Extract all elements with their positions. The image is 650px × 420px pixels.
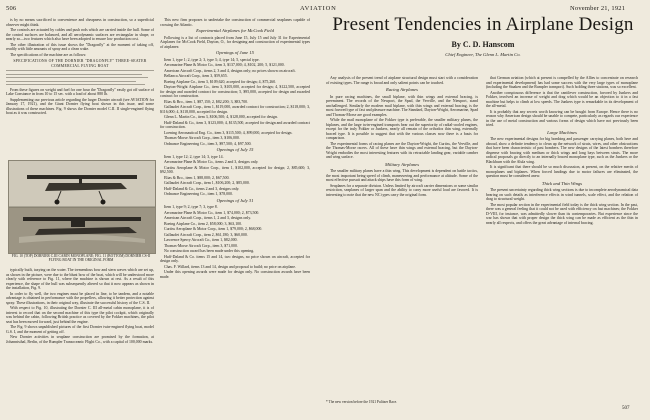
paragraph: While the mail monoplane of the Fokker type is preferable, the smaller military planes, the biplanes, and the large twin-engined transports bear out the superiority of radial-cooled engines, except for the truly Fokker or Junkers, nearly all remain of the orthodox thin wing, externally braced type. It is possible to suggest that with the various classes now there is a basis for comparison. bbox=[326, 118, 478, 140]
paragraph: The most popular section in the experimental field today is the thick wing section. In the past, there was a general feeling that it could not be used with efficiency on fast machines; the Fokker D-VIII, for instance, was admittedly slower than its contemporaries. But experience since the war has shown that with proper design the thick wing can be made as efficient as the thin in nearly all respects, and offers the great advantage of internal bracing. bbox=[486, 202, 638, 225]
contract-line: Ordnance Engineering Co., item 3, $97,500; 4, $97,500. bbox=[164, 141, 252, 146]
contract-line: Thomas-Morse Aircraft Corp., item 3, $71,000. bbox=[164, 243, 238, 248]
contract-line: Gallaudet Aircraft Corp., item 1, $119,000, awarded contract for construction; 2, $118,000; 3, $116,000; 4, $118,000, accepted for design. bbox=[160, 105, 310, 114]
paragraph: The present uncertainty regarding thick wing sections is due to incomplete aerodynamical data bearing on such details as interference effects in wind tunnels, scale effect, and the relation of drag to structural weight. bbox=[486, 188, 638, 201]
contract-line: Loening Aeronautical Eng. Co., item 3, $115,500; 4, $99,000, accepted for design. bbox=[164, 130, 293, 135]
paragraph: Chas. F. Willard, items 13 and 14, design and proposal to build; no price on airplane. bbox=[164, 264, 296, 269]
paragraph: This new firm proposes to undertake the construction of commercial seaplanes capable of crossing the Atlantic. bbox=[160, 18, 310, 27]
contract-line: Curtiss Aeroplane & Motor Corp., item 1, $102,000, accepted for design; 2, $85,600; 3, $92,500. bbox=[160, 165, 310, 174]
paragraph: The controls are actuated by cables and push rods which are carried inside the hull. Some of the control surfaces are balanced, and all aerodynamic surfaces are rectangular in shape, or nearly so—two features which also have been adopted to ensure low production cost. bbox=[6, 28, 154, 41]
section-heading: Large Machines bbox=[547, 129, 577, 135]
contract-line: Aeromarine Plane & Motor Co., items 2 and 3, designs only. bbox=[164, 160, 259, 164]
column-1-lower bbox=[6, 268, 154, 414]
contract-line: Glenn L. Martin Co., item 3, $106,500; 4, $128,000, accepted for design. bbox=[164, 115, 278, 119]
paragraph: In order to fly well, the two engines must be placed in line, to be tandem, and a notable advantage is obtained in performance with the propellers, allowing it better protection against spray. These illustrations, in their original way, illustrate the successful history of the C.S. II. bbox=[6, 291, 154, 305]
contract-line: Huff-Daland & Co., items 2 and 3, designs only. bbox=[164, 186, 240, 191]
article-title: Present Tendencies in Airplane Design bbox=[332, 14, 634, 35]
footnote: * The new version before the 1921 Pulitzer Race. bbox=[326, 400, 398, 404]
specification-heading: SPECIFICATIONS OF THE DORNIER "DRAGONFLY" THREE-SEATER COMMERCIAL FLYING BOAT bbox=[13, 59, 147, 68]
lead-paragraph: Any analysis of the present trend of airplane structural design must start with a consideration of existing types. The range is broad and only salient points can be touched. bbox=[326, 76, 478, 85]
article-byline: By C. D. Hanscom bbox=[451, 40, 515, 49]
section-heading: Military Airplanes bbox=[385, 161, 419, 167]
paragraph: The Fig. 9 shows unpublished pictures of the first Dornier twin-engined flying boat, model G.S. I, and the moment of getting off. bbox=[6, 325, 154, 334]
issue-date: November 21, 1921 bbox=[570, 5, 626, 12]
contract-line: American Aircraft Corp., items 2, 3 and 4, designs only; no prices shown on aircraft. bbox=[164, 68, 296, 73]
paragraph: It is significant that there should be so much discussion, at present, on the relative merits of monoplanes and biplanes. When forced landings due to motor failures are eliminated, the question must be considered anew. bbox=[486, 165, 638, 178]
paragraph: Huff-Daland & Co. items 15 and 14, two designs, no price shown on aircraft, accepted for design only. bbox=[160, 254, 310, 263]
contract-line: Boeing Airplane Co., item 2, $58,000; 3, $63,100. bbox=[164, 221, 243, 226]
paragraph: The experimental forms of racing planes are the Dayton-Wright, the Curtiss, the Verville, and the Thomas-Morse racers. All of these have thin wings and external bracing, but the Dayton-Wright embodies the most interesting features with its retractable landing gear, variable camber and wing surface. bbox=[326, 141, 478, 159]
paragraph: Supplementing our previous article regarding the larger Dornier aircraft (see AVIATION for January 17, 1921), and the Giant Dornier flying boat shown in this issue, and some illustrations of these machines. Fig. 9 shows the Dornier model C.II. II single-engined flying boat as it was constructed. bbox=[6, 97, 154, 116]
opening-heading: Openings of June 15 bbox=[216, 50, 254, 55]
contract-line: Gallaudet Aircraft Corp., item 2, $61,180; 3, $60,000. bbox=[164, 232, 248, 237]
right-page-number: 507 bbox=[622, 406, 630, 411]
paragraph: In pure racing machines, the small biplane, with thin wings and external bracing, is preeminent. The records of the Newport, the Spad, the Verville, and the Nieuport, stand unchallenged. Similarly the modern mail biplane, with thin wings and external bracing, is the most favored type of fast and pleasure machine. The Standard, Dayton-Wright, Aeromarine, Spad and Thomas-Morse are good examples. bbox=[326, 94, 478, 117]
paragraph: It is probably that any secrets worth knowing can be bought from Europe. Hence there is no reason why American design should be unable to compete, particularly as regards our experience in the use of metal construction and various forms of design which have not previously been tried. bbox=[486, 109, 638, 127]
section-heading: Thick and Thin Wings bbox=[541, 180, 583, 186]
paragraph: The smaller military planes have a thin wing. This development is dependent on battle tactics, the most important being speed of climb, maneuvering and performance at altitude. Some of the most effective pursuit and attack ships have this form of wing. bbox=[326, 169, 478, 182]
contract-line: Item 1, type 9; 2, type 7; 3, type 8. bbox=[164, 205, 218, 209]
paragraph: typically built, taxying on the water. The tremendous bow and stern waves which are set up, as shown in the picture, were due to the blunt bow of the boat, which will be understood more clearly with reference to Fig. 11, where the machine is shown at rest. As a result of this experience, the shape of the hull was subsequently altered so that it now appears as shown in the installation, Fig. 9. bbox=[6, 268, 154, 290]
contract-line: Ordnance Engineering Co., item 1, $78,000. bbox=[164, 192, 233, 196]
opening-heading: Openings of July 31 bbox=[216, 197, 254, 203]
figure-caption: FIG. 10 (TOP) DORNIER C.III CABIN MONOPLANE; FIG. 11 (BOTTOM) DORNIER CS-II FLYING BOAT IN THE ORIGINAL FORM bbox=[11, 254, 151, 263]
column-3 bbox=[326, 76, 478, 414]
contract-line: Lawrence Sperry Aircraft Co., item 1, $82,000. bbox=[164, 238, 238, 242]
paragraph: With respect to Fig. 10, illustrating the Dornier C. III all-metal cabin monoplane, it is of interest to record that on the second machine of this type the pilot cockpit, which originally was behind the cabin, following British practice as covered by the Fokker machines, the pilot seat has been moved forward, just behind the engine. bbox=[6, 306, 154, 324]
contract-line: Boeing Airplane Co., item 3, $109,620, accepted for design; 4, $75,260. bbox=[164, 79, 277, 84]
paragraph: New Dornier activities in seaplane construction are promised by the formation, at Johannisthal, Berlin, of the Rumpler Transoceanic Flight Co., with a capital of 100,000 marks. bbox=[6, 335, 154, 344]
left-page-number: 506 bbox=[6, 5, 17, 12]
paragraph: Seaplanes for a separate division. Unless limited by aircraft carrier dimensions or some similar restriction, seaplanes of larger span and the ability to carry more useful load are favored. It is interesting to note that the new NC types carry the original form. bbox=[326, 183, 478, 197]
contract-line: Elias & Bro., item 1, $87,150; 2, $82,200; 3, $83,700. bbox=[164, 99, 249, 104]
contract-line: Bellanca Aircraft Corp., item 3, $59,655. bbox=[164, 74, 228, 78]
section-title: Experimental Airplanes for McCook Field bbox=[196, 28, 274, 33]
contract-line: Dayton-Wright Airplane Co., item 3, $105,000, accepted for design; 4, $122,500, accepted for design and awarded contract for construction; 5, $95,000, accepted for design and awarded contract for construction. bbox=[160, 85, 310, 98]
contract-line: Item 1, type 1; 2, type 2; 3, type 3; 4, type 14; 5, special type. bbox=[164, 57, 260, 62]
paragraph: that German aviation (which at present is compelled by the Allies to concentrate on research and experimental development) has had some success with the very large types of monoplane (including the Staaken and the Rumpler transport). Such holding three stations, was so excellent. bbox=[486, 76, 638, 89]
paragraph: The new experimental designs for big bombing and passenger carrying planes, both here and abroad, show a definite tendency to clean up the network of struts, wires, and other obstructions that have been characteristic of past bombers. The new designs of the latest bombers therefore dispense with bracing with medium or thick wings and long bays between struts. The more radical proposals go directly to an internally braced monoplane type, such as the Junkers or the Blackburn with the Alula wing. bbox=[486, 137, 638, 164]
opening-heading: Openings of July 15 bbox=[216, 147, 254, 152]
column-2 bbox=[160, 18, 310, 414]
contract-line: Thomas-Morse Aircraft Corp., item 3, $106,000. bbox=[164, 136, 240, 140]
paragraph: The specifications of the machine are as follows: bbox=[10, 52, 87, 57]
section-heading: Racing Airplanes bbox=[386, 87, 418, 92]
contract-line: Aeromarine Plane & Motor Co., item 3, $137,000; 4, $102, 200; 5, $121,000. bbox=[164, 63, 285, 67]
paragraph: is by no means sacrificed to convenience and cheapness in construction, so a superficial observer might think. bbox=[6, 18, 154, 27]
paragraph: From these figures on weight and fuel for one hour the "Dragonfly" easily got off surface of Lake Constance in from 10 to 15 sec. with a load of about 880 lb. bbox=[6, 87, 154, 97]
contract-line: Item 1, type 12; 2, type 14; 3, type 14. bbox=[164, 154, 224, 159]
journal-title: AVIATION bbox=[300, 5, 337, 12]
paragraph: Following is a list of contracts placed from June 15, July 15 and July 31 for Experimental Airplanes for McCook Field, Dayton, O., for designing and construction of experimental types of airplanes: bbox=[160, 35, 310, 49]
column-4 bbox=[486, 76, 638, 414]
contract-line: Curtiss Aeroplane & Motor Corp., item 1, $79,000; 2, $68,000. bbox=[164, 227, 263, 231]
author-affiliation: Chief Engineer, The Glenn L. Martin Co. bbox=[445, 52, 521, 57]
contract-line: Gallaudet Aircraft Corp., item 1, $106,200; 2, $85,000. bbox=[164, 181, 250, 185]
dornier-aircraft-photo bbox=[9, 161, 155, 253]
paragraph: No construction award has been made under this opening. bbox=[164, 249, 255, 253]
flying-boat-photographs bbox=[8, 160, 156, 254]
paragraph: Under this opening awards were made for design only. No construction awards have been made. bbox=[160, 270, 310, 279]
contract-line: Aeromarine Plane & Motor Co., item 1, $74,000; 2, $73,500. bbox=[164, 210, 260, 215]
contract-line: Huff-Daland & Co., item 3, $123,000; 4, $135,500, accepted for design and awarded contract for construction. bbox=[160, 120, 310, 129]
contract-line: American Aircraft Corp., items 1, 2 and 3, designs only. bbox=[164, 216, 252, 220]
contract-line: Elias & Bro., item 1, $88,000; 2, $67,500. bbox=[164, 175, 230, 180]
paragraph: The other illustration of this issue shows the "Dragonfly" at the moment of taking off, readily with little amounts of spray and a clean wake. bbox=[6, 42, 154, 51]
paragraph: Another conspicuous difference is that the cantilever construction, favored by Junkers and Fokker, involved an increase of weight and drag which would be an objection to it in a fast machine but helps to climb at low speeds. The Junkers type is remarkable in its development of the all-metal. bbox=[486, 90, 638, 108]
